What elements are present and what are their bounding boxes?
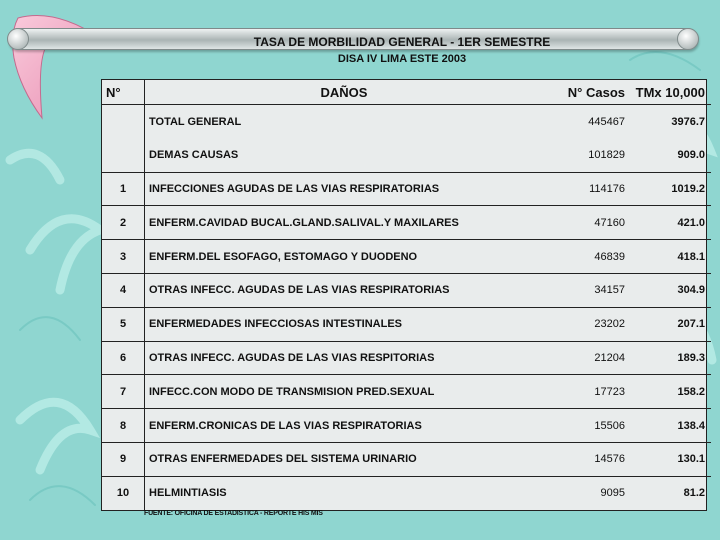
title-bar-left-cap	[7, 28, 29, 50]
row-number: 2	[102, 206, 145, 240]
row-tm: 81.2	[629, 476, 711, 510]
page-subtitle: DISA IV LIMA ESTE 2003	[337, 53, 467, 65]
row-tm: 207.1	[629, 307, 711, 341]
row-casos: 9095	[539, 476, 629, 510]
table-row	[102, 341, 711, 375]
page-title: TASA DE MORBILIDAD GENERAL - 1ER SEMESTRE	[253, 35, 551, 49]
row-casos: 47160	[539, 206, 629, 240]
table-row	[102, 138, 711, 172]
row-label: INFECC.CON MODO DE TRANSMISION PRED.SEXUAL	[145, 375, 540, 409]
row-casos: 114176	[539, 172, 629, 206]
row-tm: 304.9	[629, 273, 711, 307]
row-label: OTRAS ENFERMEDADES DEL SISTEMA URINARIO	[145, 442, 540, 476]
row-label: TOTAL GENERAL	[149, 115, 242, 128]
row-tm: 3976.7	[671, 115, 705, 128]
row-number	[102, 105, 145, 139]
row-casos: 14576	[539, 442, 629, 476]
table-row	[102, 307, 711, 341]
table-row	[102, 240, 711, 274]
header-num: N°	[102, 80, 145, 105]
row-tm: 130.1	[629, 442, 711, 476]
table-row	[102, 172, 711, 206]
header-casos: N° Casos	[539, 80, 629, 105]
row-label: ENFERM.CAVIDAD BUCAL.GLAND.SALIVAL.Y MAXILARES	[145, 206, 540, 240]
row-number: 3	[102, 240, 145, 274]
row-label: ENFERM.DEL ESOFAGO, ESTOMAGO Y DUODENO	[145, 240, 540, 274]
header-tm: TMx 10,000	[629, 80, 711, 105]
table-row	[102, 442, 711, 476]
row-casos: 445467	[588, 115, 625, 128]
row-label: ENFERMEDADES INFECCIOSAS INTESTINALES	[145, 307, 540, 341]
row-tm: 138.4	[629, 409, 711, 443]
row-number: 10	[102, 476, 145, 510]
table-row	[102, 105, 711, 139]
row-casos: 46839	[539, 240, 629, 274]
row-label: ENFERM.CRONICAS DE LAS VIAS RESPIRATORIAS	[145, 409, 540, 443]
row-number	[102, 138, 145, 172]
table-body	[102, 105, 711, 511]
row-number: 1	[102, 172, 145, 206]
row-number: 6	[102, 341, 145, 375]
source-footnote: FUENTE: OFICINA DE ESTADISTICA - REPORTE HIS MIS	[144, 510, 323, 517]
row-number: 9	[102, 442, 145, 476]
morbidity-table-panel	[101, 79, 707, 511]
row-tm: 418.1	[629, 240, 711, 274]
row-tm: 189.3	[629, 341, 711, 375]
row-casos: 34157	[539, 273, 629, 307]
row-tm: 158.2	[629, 375, 711, 409]
row-casos: 23202	[539, 307, 629, 341]
table-row	[102, 206, 711, 240]
table-header-row	[102, 80, 711, 105]
table-row	[102, 409, 711, 443]
row-casos: 17723	[539, 375, 629, 409]
row-label: DEMAS CAUSAS	[149, 148, 239, 161]
row-number: 7	[102, 375, 145, 409]
row-casos: 101829	[588, 148, 625, 161]
morbidity-table	[102, 80, 711, 510]
row-label: OTRAS INFECC. AGUDAS DE LAS VIAS RESPITORIAS	[145, 341, 540, 375]
table-row	[102, 375, 711, 409]
row-label: OTRAS INFECC. AGUDAS DE LAS VIAS RESPIRATORIAS	[145, 273, 540, 307]
row-casos: 21204	[539, 341, 629, 375]
row-number: 8	[102, 409, 145, 443]
header-danos: DAÑOS	[145, 80, 540, 105]
row-number: 5	[102, 307, 145, 341]
row-tm: 909.0	[677, 148, 705, 161]
row-tm: 421.0	[629, 206, 711, 240]
row-label: HELMINTIASIS	[145, 476, 540, 510]
row-casos: 15506	[539, 409, 629, 443]
row-label: INFECCIONES AGUDAS DE LAS VIAS RESPIRATORIAS	[145, 172, 540, 206]
row-tm: 1019.2	[629, 172, 711, 206]
row-number: 4	[102, 273, 145, 307]
boomerang-logo	[0, 8, 110, 128]
table-row	[102, 476, 711, 510]
table-row	[102, 273, 711, 307]
